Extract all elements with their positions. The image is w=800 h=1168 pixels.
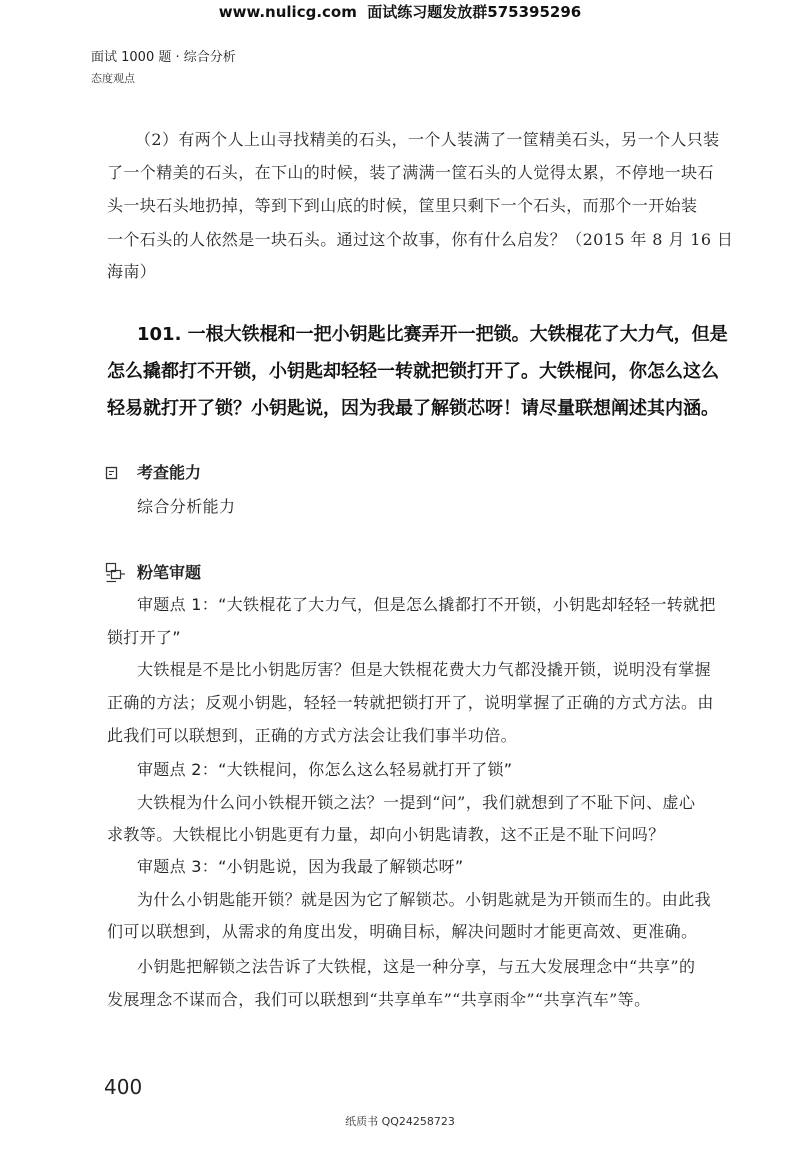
- question-line: 轻易就打开了锁？小钥匙说，因为我最了解锁芯呀！请尽量联想阐述其内涵。: [107, 398, 719, 419]
- analysis-line: 小钥匙把解锁之法告诉了大铁棍，这是一种分享，与五大发展理念中“共享”的: [137, 957, 696, 976]
- story-line: 海南）: [107, 262, 157, 281]
- story-line: 一个石头的人依然是一块石头。通过这个故事，你有什么启发？（2015 年 8 月 16 日: [107, 230, 734, 249]
- analysis-line: 求教等。大铁棍比小钥匙更有力量，却向小钥匙请教，这不正是不耻下问吗？: [107, 825, 665, 844]
- question-line: 101. 一根大铁棍和一把小钥匙比赛弄开一把锁。大铁棍花了大力气，但是: [137, 324, 728, 345]
- analysis-line: 大铁棍是不是比小钥匙厉害？但是大铁棍花费大力气都没撬开锁，说明没有掌握: [137, 660, 712, 679]
- section-heading: 考查能力: [137, 463, 202, 482]
- analysis-line: 们可以联想到，从需求的角度出发，明确目标，解决问题时才能更高效、更准确。: [107, 922, 698, 941]
- ability-icon: [105, 465, 119, 481]
- footer-note: 纸质书 QQ24258723: [345, 1115, 455, 1128]
- story-line: （2）有两个人上山寻找精美的石头，一个人装满了一筐精美石头，另一个人只装: [135, 130, 720, 149]
- watermark-banner: www.nulicg.com 面试练习题发放群575395296: [218, 3, 582, 21]
- section-heading: 粉笔审题: [137, 563, 202, 582]
- page-number: 400: [104, 1075, 143, 1099]
- review-icon: [104, 561, 128, 585]
- analysis-line: 发展理念不谋而合，我们可以联想到“共享单车”“共享雨伞”“共享汽车”等。: [107, 990, 651, 1009]
- review-point-label: 锁打开了”: [107, 628, 181, 647]
- analysis-line: 为什么小钥匙能开锁？就是因为它了解锁芯。小钥匙就是为开锁而生的。由此我: [137, 890, 712, 909]
- review-point-label: 审题点 2：“大铁棍问，你怎么这么轻易就打开了锁”: [137, 760, 513, 779]
- question-line: 怎么撬都打不开锁，小钥匙却轻轻一转就把锁打开了。大铁棍问，你怎么这么: [107, 361, 719, 382]
- running-header-subtitle: 态度观点: [91, 72, 135, 85]
- analysis-line: 大铁棍为什么问小铁棍开锁之法？一提到“问”，我们就想到了不耻下问、虚心: [137, 793, 696, 812]
- story-line: 了一个精美的石头，在下山的时候，装了满满一筐石头的人觉得太累，不停地一块石: [107, 163, 714, 182]
- review-point-label: 审题点 3：“小钥匙说，因为我最了解锁芯呀”: [137, 857, 464, 876]
- story-line: 头一块石头地扔掉，等到下到山底的时候，筐里只剩下一个石头，而那个一开始装: [107, 196, 698, 215]
- running-header-title: 面试 1000 题 · 综合分析: [91, 50, 236, 65]
- ability-text: 综合分析能力: [137, 497, 236, 516]
- analysis-line: 此我们可以联想到，正确的方式方法会让我们事半功倍。: [107, 726, 518, 745]
- review-point-label: 审题点 1：“大铁棍花了大力气，但是怎么撬都打不开锁，小钥匙却轻轻一转就把: [137, 595, 716, 614]
- analysis-line: 正确的方法；反观小钥匙，轻轻一转就把锁打开了，说明掌握了正确的方式方法。由: [107, 693, 714, 712]
